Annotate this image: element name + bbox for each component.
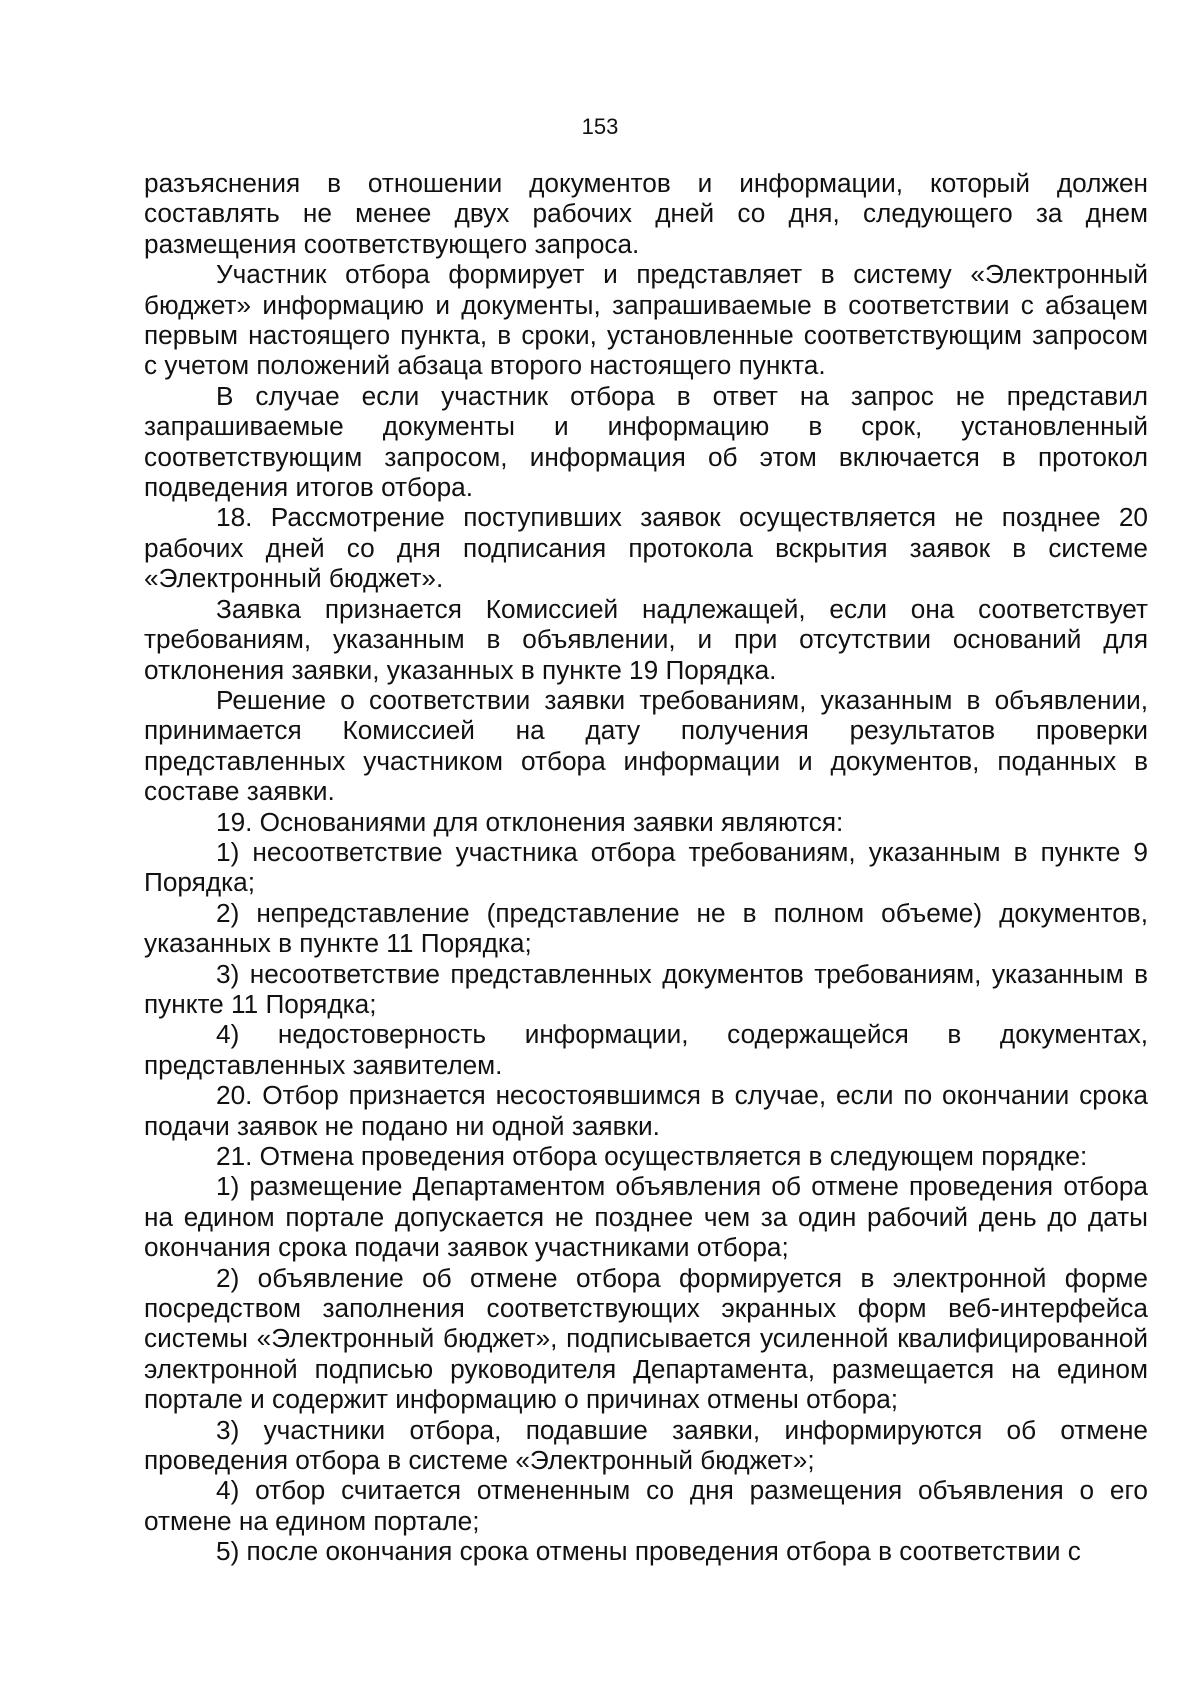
list-item: 3) несоответствие представленных документов требованиям, указанным в пункте 11 Порядка; (144, 958, 1148, 1019)
paragraph: Участник отбора формирует и представляет в систему «Электронный бюджет» информацию и документы, запрашиваемые в соответствии с абзацем первым настоящего пункта, в сроки, установленные соответствующим запросом с учетом положений абзаца второго настоящего пункта. (144, 259, 1148, 381)
list-item: 1) несоответствие участника отбора требованиям, указанным в пункте 9 Порядка; (144, 836, 1148, 898)
list-item: 2) непредставление (представление не в полном объеме) документов, указанных в пункте 11 Порядка; (144, 897, 1148, 959)
list-item: 2) объявление об отмене отбора формируется в электронной форме посредством заполнения соответствующих экранных форм веб-интерфейса системы «Электронный бюджет», подписывается усиленной квалифицированной электронной подписью руководителя Департамента, размещается на едином портале и содержит информацию о причинах отмены отбора; (144, 1262, 1148, 1415)
paragraph: 19. Основаниями для отклонения заявки являются: (216, 806, 844, 837)
list-item: 3) участники отбора, подавшие заявки, информируются об отмене проведения отбора в системе «Электронный бюджет»; (144, 1414, 1148, 1476)
paragraph: Решение о соответствии заявки требованиям, указанным в объявлении, принимается Комиссией на дату получения результатов проверки представленных участником отбора информации и документов, поданных в составе заявки. (144, 684, 1148, 807)
list-item: 5) после окончания срока отмены проведения отбора в соответствии с (216, 1536, 1081, 1567)
paragraph: В случае если участник отбора в ответ на запрос не представил запрашиваемые документы и информацию в срок, установленный соответствующим запросом, информация об этом включается в протокол подведения итогов отбора. (144, 380, 1148, 503)
document-body (144, 168, 1148, 1567)
paragraph: 20. Отбор признается несостоявшимся в случае, если по окончании срока подачи заявок не подано ни одной заявки. (144, 1080, 1148, 1141)
paragraph: 21. Отмена проведения отбора осуществляется в следующем порядке: (216, 1141, 1088, 1171)
list-item: 4) недостоверность информации, содержащейся в документах, представленных заявителем. (144, 1019, 1148, 1080)
list-item: 1) размещение Департаментом объявления об отмене проведения отбора на едином портале допускается не позднее чем за один рабочий день до даты окончания срока подачи заявок участниками отбора; (144, 1171, 1148, 1263)
paragraph: разъяснения в отношении документов и информации, который должен составлять не менее двух рабочих дней со дня, следующего за днем размещения соответствующего запроса. (144, 168, 1148, 259)
paragraph: 18. Рассмотрение поступивших заявок осуществляется не позднее 20 рабочих дней со дня подписания протокола вскрытия заявок в системе «Электронный бюджет». (144, 502, 1148, 594)
list-item: 4) отбор считается отмененным со дня размещения объявления о его отмене на едином портале; (144, 1475, 1148, 1536)
page-number: 153 (581, 114, 619, 139)
paragraph: Заявка признается Комиссией надлежащей, если она соответствует требованиям, указанным в объявлении, и при отсутствии оснований для отклонения заявки, указанных в пункте 19 Порядка. (144, 593, 1148, 685)
